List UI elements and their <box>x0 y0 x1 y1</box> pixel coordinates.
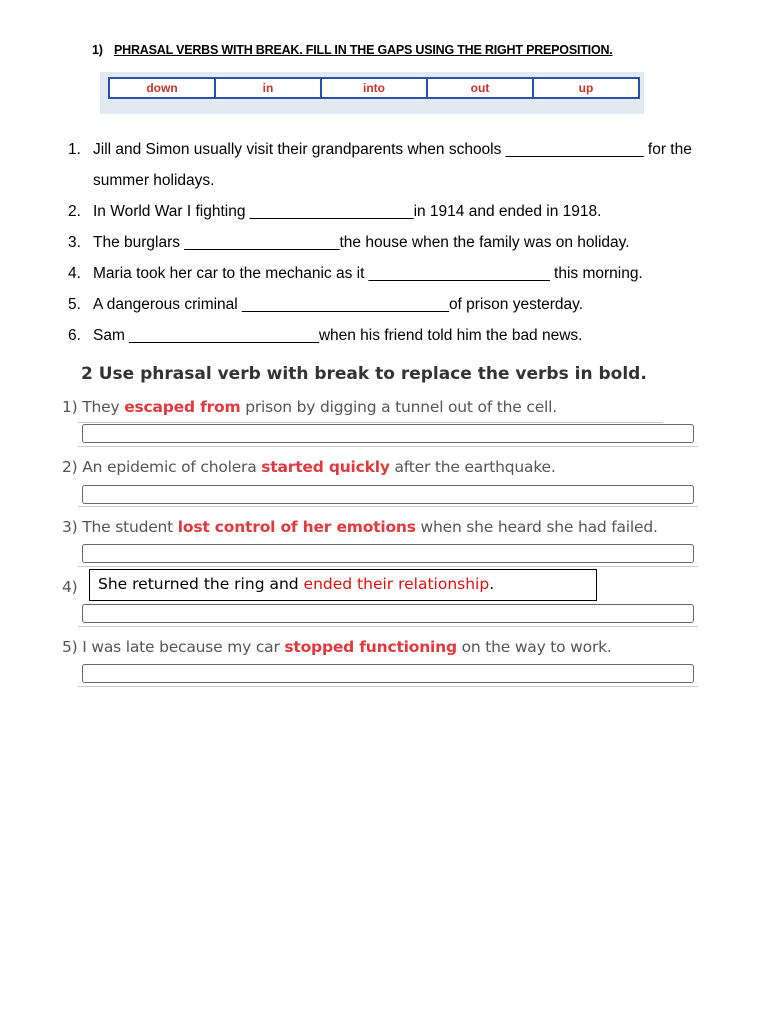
exercise1-title: PHRASAL VERBS WITH BREAK. FILL IN THE GAPS USING THE RIGHT PREPOSITION. <box>114 43 613 57</box>
exercise2-question <box>62 578 78 596</box>
item-number: 6. <box>68 327 81 344</box>
word-bank-cell: in <box>216 79 322 97</box>
exercise2-question <box>62 518 658 536</box>
list-item <box>68 320 728 351</box>
word-bank-cell: up <box>578 81 594 95</box>
exercise1-list <box>68 134 728 351</box>
word-bank-image <box>100 72 644 114</box>
question-text-after: prison by digging a tunnel out of the cell. <box>240 398 557 416</box>
question-number: 1) <box>62 398 78 416</box>
question-bold-verb: stopped functioning <box>284 638 457 656</box>
question-number: 5) <box>62 638 78 656</box>
item-number: 3. <box>68 234 81 251</box>
divider <box>78 446 698 447</box>
word-bank-cell: down <box>110 79 216 97</box>
question-text-after: on the way to work. <box>456 638 612 656</box>
divider <box>78 566 698 567</box>
divider <box>78 422 663 423</box>
divider <box>78 506 698 507</box>
exercise2-question <box>62 398 557 416</box>
list-item <box>68 289 728 320</box>
question-bold-verb: escaped from <box>124 398 241 416</box>
item-text: A dangerous criminal ________________________of prison yesterday. <box>93 296 584 313</box>
word-bank <box>108 77 640 99</box>
list-item <box>68 134 728 196</box>
item-text: Sam ______________________when his friend told him the bad news. <box>93 327 583 344</box>
overlay-text-before: She returned the ring and <box>98 575 304 593</box>
divider <box>78 686 698 687</box>
divider <box>78 626 698 627</box>
item4-text-box[interactable] <box>89 569 597 601</box>
item-number: 4. <box>68 265 81 282</box>
question-text-after: after the earthquake. <box>389 458 556 476</box>
item-text: In World War I fighting ___________________in 1914 and ended in 1918. <box>93 203 602 220</box>
question-text-before: They <box>82 398 125 416</box>
answer-field[interactable] <box>82 544 694 563</box>
exercise1-number: 1) <box>92 43 103 57</box>
exercise2-question <box>62 638 612 656</box>
question-text-before: I was late because my car <box>82 638 285 656</box>
question-number: 2) <box>62 458 78 476</box>
overlay-text-after: . <box>489 575 495 593</box>
list-item <box>68 196 728 227</box>
exercise2-title: 2 Use phrasal verb with break to replace the verbs in bold. <box>81 364 647 384</box>
question-text-before: An epidemic of cholera <box>82 458 262 476</box>
answer-field[interactable] <box>82 424 694 443</box>
item-number: 1. <box>68 141 81 158</box>
question-bold-verb: lost control of her emotions <box>177 518 416 536</box>
exercise2-question <box>62 458 556 476</box>
item-text: Jill and Simon usually visit their grandparents when schools ________________ for the summer holidays. <box>93 141 692 189</box>
item-text: The burglars __________________the house when the family was on holiday. <box>93 234 630 251</box>
item-number: 2. <box>68 203 81 220</box>
word-bank-cell: into <box>322 79 428 97</box>
list-item <box>68 258 728 289</box>
word-bank-cell: out <box>428 79 534 97</box>
question-number: 3) <box>62 518 78 536</box>
exercise1-heading <box>92 43 613 57</box>
question-text-after: when she heard she had failed. <box>415 518 658 536</box>
item-text: Maria took her car to the mechanic as it _____________________ this morning. <box>93 265 643 282</box>
question-number: 4) <box>62 578 78 596</box>
item-number: 5. <box>68 296 81 313</box>
answer-field[interactable] <box>82 604 694 623</box>
overlay-red-verb: ended their relationship <box>303 575 490 593</box>
question-text-before: The student <box>82 518 178 536</box>
answer-field[interactable] <box>82 485 694 504</box>
exercise2-image <box>52 358 702 688</box>
list-item <box>68 227 728 258</box>
answer-field[interactable] <box>82 664 694 683</box>
question-bold-verb: started quickly <box>261 458 390 476</box>
